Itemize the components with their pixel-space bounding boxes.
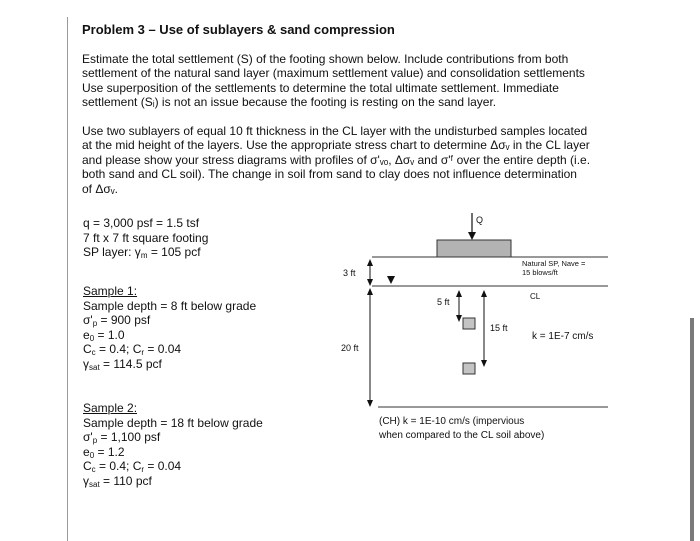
sample-1-preconsolidation: $\sigma'_p = 900$ psf: [83, 313, 151, 329]
sand-layer-label: Natural SP, Nave =: [522, 259, 586, 268]
paragraph-1-line: settlement of the natural sand layer (maximum settlement value) and consolidation settlements: [82, 66, 585, 81]
problem-title: Problem 3 – Use of sublayers & sand compression: [82, 22, 395, 37]
sample-1-unit-weight: $\gamma_{sat} = 114.5$ pcf: [83, 356, 162, 372]
paragraph-1-line: settlement (Sᵢ) is not an issue because the footing is resting on the sand layer.: [82, 95, 497, 110]
sand-layer-blows: 15 blows/ft: [522, 268, 558, 277]
sample-2-preconsolidation: $\sigma'_p = 1,100$ psf: [83, 430, 161, 446]
dim-5ft-arrow-top: [456, 290, 462, 297]
footing: [437, 240, 511, 257]
load-arrow-head: [468, 232, 476, 240]
dim-15ft-arrow-bottom: [481, 360, 487, 367]
dim-15ft-label: 15 ft: [490, 323, 508, 333]
load-value: q = 3,000 psf = 1.5 tsf: [83, 216, 200, 230]
sample-1-heading: Sample 1:: [83, 284, 138, 298]
footing-size: 7 ft x 7 ft square footing: [83, 230, 209, 245]
dim-3ft-arrow-bottom: [367, 279, 373, 286]
dim-20ft-arrow-bottom: [367, 400, 373, 407]
ch-layer-note: when compared to the CL soil above): [379, 430, 545, 441]
sample-1-depth: Sample depth = 8 ft below grade: [83, 298, 257, 313]
paragraph-1-line: Use superposition of the settlements to determine the total ultimate settlement. Immediate: [82, 80, 559, 95]
load-label: Q: [476, 215, 484, 225]
dim-5ft-arrow-bottom: [456, 315, 462, 322]
sample-2-unit-weight: $\gamma_{sat} = 110$ pcf: [83, 473, 152, 489]
sample-1-marker: [463, 318, 475, 329]
sample-2-compression-indices: $C_c = 0.4$; $C_r = 0.04$: [83, 459, 182, 475]
sample-2-void-ratio: $e_0 = 1.2$: [83, 444, 125, 460]
sp-unit-weight: SP layer: $\gamma_m = 105$ pcf: [83, 245, 201, 261]
paragraph-2-line: Use two sublayers of equal 10 ft thickness in the CL layer with the undisturbed samples located: [82, 124, 588, 138]
dim-20ft-label: 20 ft: [341, 343, 359, 353]
dim-20ft-arrow-top: [367, 288, 373, 295]
sample-2-heading: Sample 2:: [83, 401, 138, 415]
sample-2-depth: Sample depth = 18 ft below grade: [83, 415, 263, 430]
water-table-icon: [387, 276, 395, 284]
paragraph-2-line: of Δσᵥ.: [82, 181, 118, 196]
paragraph-2-line: both sand and CL soil). The change in soil from sand to clay does not influence determination: [82, 167, 577, 182]
paragraph-1-line: Estimate the total settlement (S) of the footing shown below. Include contributions from both: [82, 52, 569, 66]
dim-3ft-label: 3 ft: [343, 268, 356, 278]
dim-5ft-label: 5 ft: [437, 297, 450, 307]
sample-2-marker: [463, 363, 475, 374]
ch-layer-label: (CH) k = 1E-10 cm/s (impervious: [379, 416, 525, 427]
paragraph-2-line: and please show your stress diagrams with profiles of σ'ᵥₒ, Δσᵥ and σ'ᶠ over the entire depth (i.e.: [82, 152, 591, 167]
cl-permeability: k = 1E-7 cm/s: [532, 331, 594, 342]
dim-3ft-arrow-top: [367, 259, 373, 266]
dim-15ft-arrow-top: [481, 290, 487, 297]
sample-1-void-ratio: $e_0 = 1.0$: [83, 327, 125, 343]
sample-1-compression-indices: $C_c = 0.4$; $C_r = 0.04$: [83, 342, 182, 358]
paragraph-2-line: at the mid height of the layers. Use the appropriate stress chart to determine Δσᵥ in the CL layer: [82, 138, 590, 153]
cl-layer-label: CL: [530, 292, 541, 301]
